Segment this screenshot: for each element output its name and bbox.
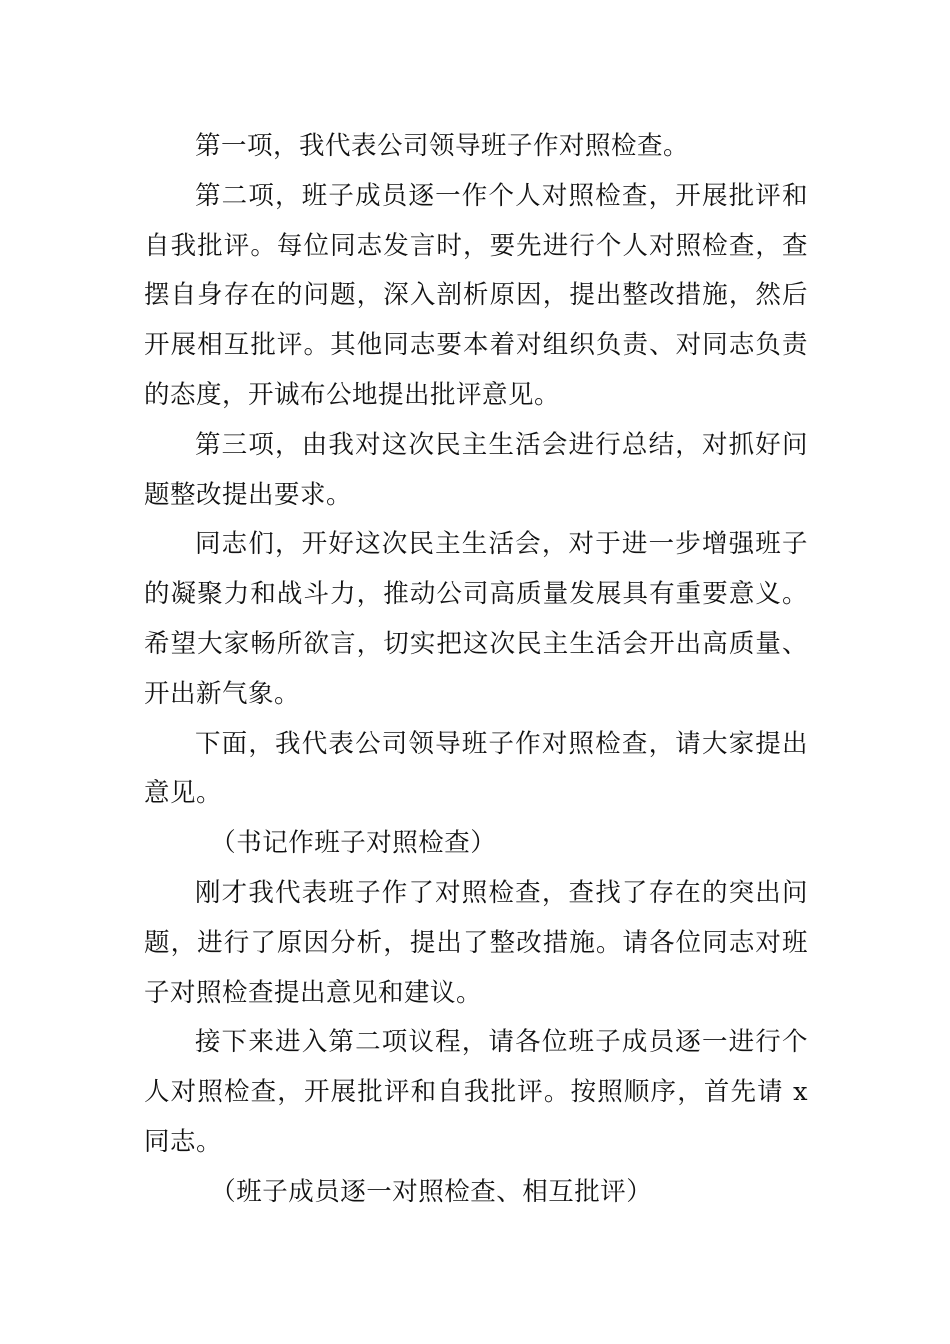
- paragraph-review-done: 刚才我代表班子作了对照检查，查找了存在的突出问题，进行了原因分析，提出了整改措施。请各位同志对班子对照检查提出意见和建议。: [144, 877, 808, 1008]
- paragraph-item-3: 第三项，由我对这次民主生活会进行总结，对抓好问题整改提出要求。: [144, 429, 808, 510]
- stage-note-secretary: （书记作班子对照检查）: [210, 828, 497, 859]
- document-body: [144, 122, 808, 1218]
- paragraph-comrades: 同志们，开好这次民主生活会，对于进一步增强班子的凝聚力和战斗力，推动公司高质量发展具有重要意义。希望大家畅所欲言，切实把这次民主生活会开出高质量、开出新气象。: [144, 529, 808, 709]
- paragraph-item-1: 第一项，我代表公司领导班子作对照检查。: [195, 131, 690, 161]
- stage-note-members: （班子成员逐一对照检查、相互批评）: [210, 1176, 653, 1207]
- paragraph-second-agenda: 接下来进入第二项议程，请各位班子成员逐一进行个人对照检查，开展批评和自我批评。按照顺序，首先请 x 同志。: [144, 1027, 808, 1157]
- paragraph-next-review: 下面，我代表公司领导班子作对照检查，请大家提出意见。: [144, 728, 808, 809]
- paragraph-item-2: 第二项，班子成员逐一作个人对照检查，开展批评和自我批评。每位同志发言时，要先进行个人对照检查，查摆自身存在的问题，深入剖析原因，提出整改措施，然后开展相互批评。其他同志要本着对组织负责、对同志负责的态度，开诚布公地提出批评意见。: [144, 180, 808, 410]
